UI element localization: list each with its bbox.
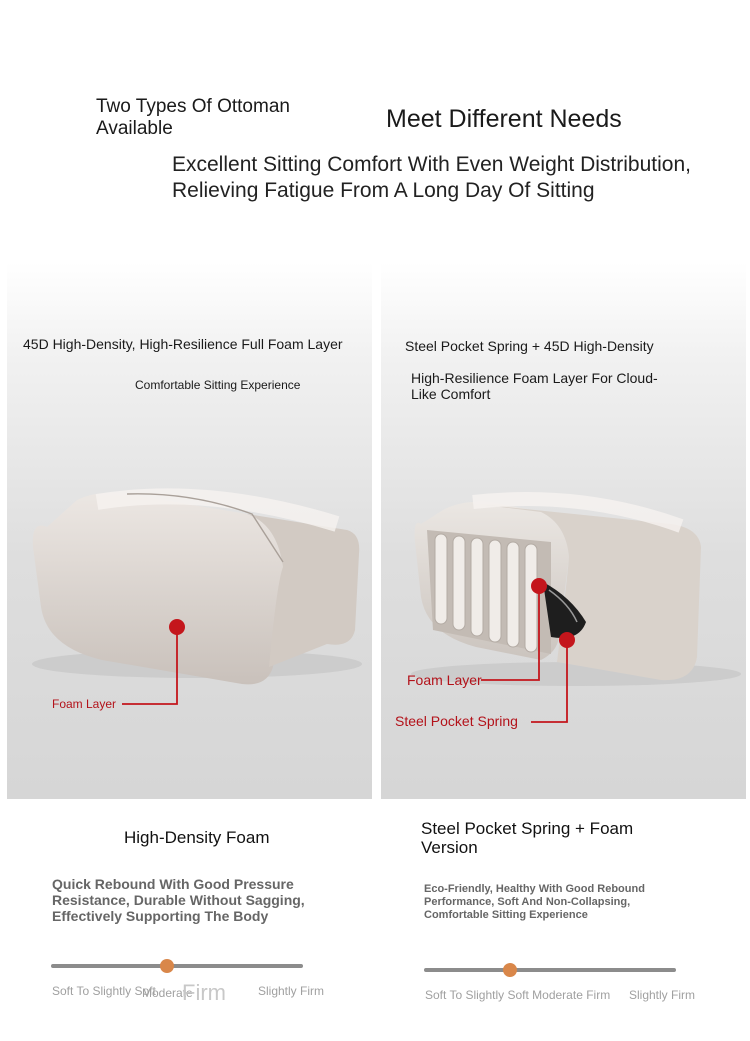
header-subtitle: Excellent Sitting Comfort With Even Weight Distribution, Relieving Fatigue From A Long Day Of Sitting bbox=[172, 153, 691, 202]
header-right-title: Meet Different Needs bbox=[386, 105, 622, 133]
foam-scale-moderate: Moderate bbox=[142, 986, 193, 1000]
foam-scale-firm: Firm bbox=[182, 980, 226, 1005]
foam-scale-right: Slightly Firm bbox=[258, 984, 325, 998]
spring-panel-title: Steel Pocket Spring + 45D High-Density bbox=[405, 338, 654, 354]
steel-pocket-spring-callout: Steel Pocket Spring bbox=[395, 713, 518, 729]
spring-scale-right: Slightly Firm bbox=[629, 988, 696, 1002]
spring-scale-left: Soft To Slightly Soft Moderate Firm bbox=[425, 988, 611, 1002]
foam-section-title: High-Density Foam bbox=[124, 828, 270, 847]
foam-firmness-track bbox=[51, 964, 303, 968]
foam-product-panel bbox=[7, 262, 372, 799]
spring-section-description: Eco-Friendly, Healthy With Good Rebound Performance, Soft And Non-Collapsing, Comfortable Sitting Experience bbox=[424, 883, 645, 921]
foam-panel-title: 45D High-Density, High-Resilience Full Foam Layer bbox=[23, 336, 343, 352]
foam-panel-subtitle: Comfortable Sitting Experience bbox=[135, 378, 301, 392]
foam-firmness-marker bbox=[160, 959, 174, 973]
spring-firmness-track bbox=[424, 968, 676, 972]
foam-section-description: Quick Rebound With Good Pressure Resistance, Durable Without Sagging, Effectively Supporting The Body bbox=[52, 876, 305, 924]
spring-foam-layer-callout: Foam Layer bbox=[407, 672, 482, 688]
foam-layer-callout: Foam Layer bbox=[52, 697, 117, 711]
spring-panel-subtitle: High-Resilience Foam Layer For Cloud-Like Comfort bbox=[411, 370, 658, 402]
foam-ottoman-image bbox=[7, 262, 372, 799]
foam-scale-left: Soft To Slightly Soft bbox=[52, 984, 156, 998]
spring-product-panel bbox=[381, 262, 746, 799]
spring-section-title: Steel Pocket Spring + Foam Version bbox=[421, 819, 634, 857]
header-left-title: Two Types Of Ottoman Available bbox=[96, 96, 290, 139]
spring-firmness-marker bbox=[503, 963, 517, 977]
